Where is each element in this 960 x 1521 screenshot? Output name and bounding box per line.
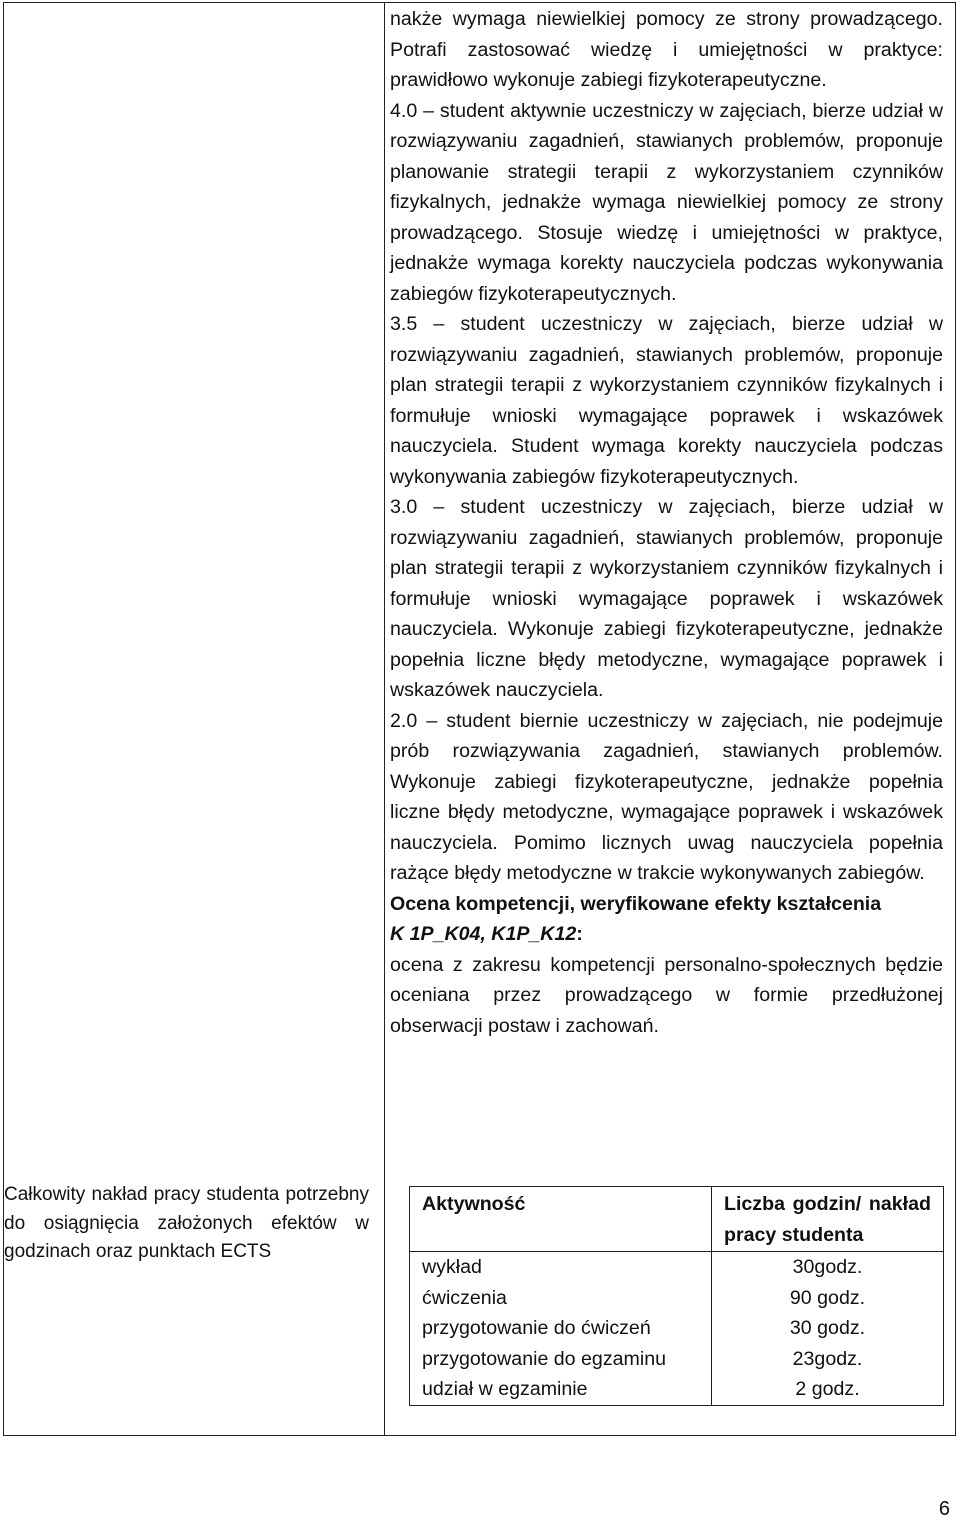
- row-activity: przygotowanie do egzaminu: [410, 1344, 712, 1375]
- row-hours: 30 godz.: [712, 1313, 944, 1344]
- row-activity: ćwiczenia: [410, 1283, 712, 1314]
- row-hours: 2 godz.: [712, 1374, 944, 1405]
- criteria-grade-3-0: 3.0 – student uczestniczy w zajęciach, bierze udział w rozwiązywaniu zagadnień, stawianych problemów, proponuje plan strategii terapii z wykorzystaniem czynników fizykalnych i formułuje wnioski wymagające poprawek i wskazówek nauczyciela. Wykonuje zabiegi fizykoterapeutyczne, jednakże popełnia liczne błędy metodyczne, wymagające poprawek i wskazówek nauczyciela.: [390, 496, 943, 701]
- table-row: [410, 1374, 944, 1405]
- row-activity: udział w egzaminie: [410, 1374, 712, 1405]
- workload-table: [409, 1186, 944, 1406]
- table-row: [410, 1313, 944, 1344]
- row-hours: 23godz.: [712, 1344, 944, 1375]
- criteria-grade-4-0: 4.0 – student aktywnie uczestniczy w zajęciach, bierze udział w rozwiązywaniu zagadnień, stawianych problemów, proponuje planowanie strategii terapii z wykorzystaniem czynników fizykalnych, jednakże wymaga niewielkiej pomocy ze strony prowadzącego. Stosuje wiedzę i umiejętności w praktyce, jednakże wymaga korekty nauczyciela podczas wykonywania zabiegów fizykoterapeutycznych.: [390, 99, 943, 305]
- table-row: [410, 1344, 944, 1375]
- column-divider: [384, 3, 385, 1435]
- workload-label-cell: Całkowity nakład pracy studenta potrzebny do osiągnięcia założonych efektów w godzinach oraz punktach ECTS: [4, 1184, 369, 1262]
- row-activity: przygotowanie do ćwiczeń: [410, 1313, 712, 1344]
- competence-codes: K 1P_K04, K1P_K12: [390, 923, 577, 945]
- header-hours: Liczba godzin/ nakład pracy studenta: [712, 1187, 944, 1252]
- row-activity: wykład: [410, 1252, 712, 1283]
- competence-codes-line: [390, 919, 943, 950]
- page-number: 6: [938, 1498, 950, 1520]
- row-hours: 90 godz.: [712, 1283, 944, 1314]
- header-activity: Aktywność: [410, 1187, 712, 1252]
- criteria-grade-3-5: 3.5 – student uczestniczy w zajęciach, bierze udział w rozwiązywaniu zagadnień, stawianych problemów, proponuje plan strategii terapii z wykorzystaniem czynników fizykalnych i formułuje wnioski wymagające poprawek i wskazówek nauczyciela. Student wymaga korekty nauczyciela podczas wykonywania zabiegów fizykoterapeutycznych.: [390, 313, 943, 488]
- workload-table-header: [410, 1187, 944, 1252]
- competence-colon: :: [576, 923, 583, 945]
- competence-text: ocena z zakresu kompetencji personalno-społecznych będzie oceniana przez prowadzącego w formie przedłużonej obserwacji postaw i zachowań.: [390, 953, 943, 1037]
- row-hours: 30godz.: [712, 1252, 944, 1283]
- table-row: [410, 1283, 944, 1314]
- competence-heading: Ocena kompetencji, weryfikowane efekty kształcenia: [390, 892, 882, 915]
- criteria-grade-2-0: 2.0 – student biernie uczestniczy w zajęciach, nie podejmuje prób rozwiązywania zagadnień, stawianych problemów. Wykonuje zabiegi fizykoterapeutyczne, jednakże popełnia liczne błędy metodyczne, wymagające poprawek i wskazówek nauczyciela. Pomimo licznych uwag nauczyciela popełnia rażące błędy metodyczne w trakcie wykonywanych zabiegów.: [390, 709, 943, 884]
- assessment-criteria-cell: [390, 4, 943, 1041]
- table-row: [410, 1252, 944, 1283]
- criteria-paragraph-continuation: nakże wymaga niewielkiej pomocy ze strony prowadzącego. Potrafi zastosować wiedzę i umiejętności w praktyce: prawidłowo wykonuje zabiegi fizykoterapeutyczne.: [390, 8, 943, 91]
